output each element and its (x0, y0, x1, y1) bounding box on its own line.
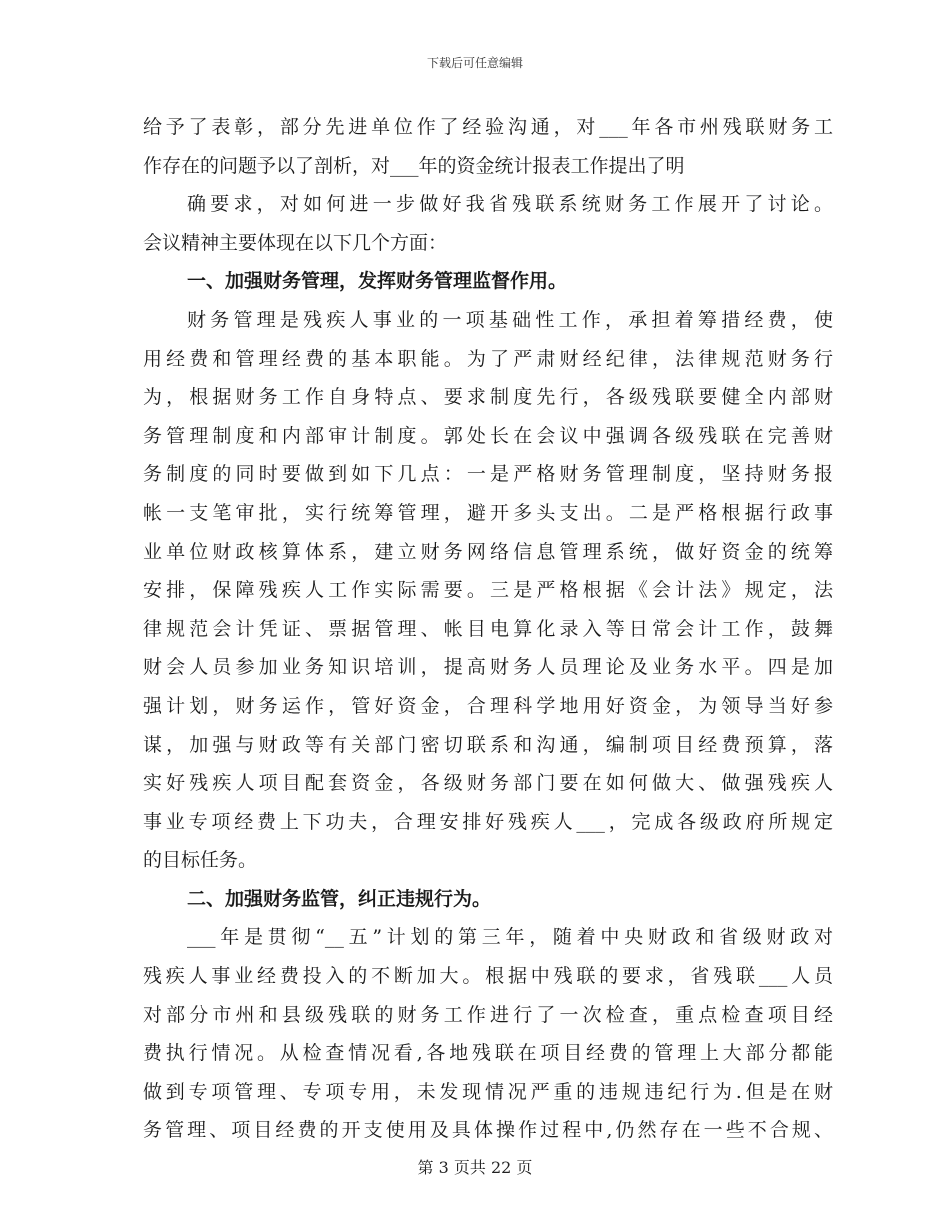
text-line: 帐一支笔审批，实行统筹管理，避开多头支出。二是严格根据行政事 (143, 501, 833, 524)
text-line: 确要求，对如何进一步做好我省残联系统财务工作展开了讨论。 (187, 193, 833, 216)
text-line: 务管理制度和内部审计制度。郭处长在会议中强调各级残联在完善财 (143, 424, 833, 447)
text-line: 务管理、项目经费的开支使用及具体操作过程中,仍然存在一些不合规、 (143, 1119, 833, 1142)
text-line: 会议精神主要体现在以下几个方面： (143, 231, 448, 254)
text-line: 残疾人事业经费投入的不断加大。根据中残联的要求，省残联___人员 (143, 965, 833, 988)
text-line: 给予了表彰，部分先进单位作了经验沟通，对___年各市州残联财务工 (143, 116, 833, 138)
text-line: 谋，加强与财政等有关部门密切联系和沟通，编制项目经费预算，落 (143, 733, 833, 756)
page-header: 下载后可任意编辑 (426, 56, 523, 70)
document-body (143, 108, 833, 1150)
text-line: 律规范会计凭证、票据管理、帐目电算化录入等日常会计工作，鼓舞 (143, 617, 833, 640)
text-line: 实好残疾人项目配套资金，各级财务部门要在如何做大、做强残疾人 (143, 772, 833, 795)
text-line: 作存在的问题予以了剖析，对___年的资金统计报表工作提出了明 (143, 154, 685, 177)
text-line: 用经费和管理经费的基本职能。为了严肃财经纪律，法律规范财务行 (143, 347, 833, 370)
section-heading: 二、加强财务监管，纠正违规行为。 (187, 887, 492, 910)
text-line: 做到专项管理、专项专用，未发现情况严重的违规违纪行为.但是在财 (143, 1080, 833, 1103)
page-footer: 第 3 页共 22 页 (417, 1158, 533, 1177)
text-line: 为，根据财务工作自身特点、要求制度先行，各级残联要健全内部财 (143, 386, 833, 409)
text-line: 财会人员参加业务知识培训，提高财务人员理论及业务水平。四是加 (143, 656, 833, 679)
text-line: 对部分市州和县级残联的财务工作进行了一次检查，重点检查项目经 (143, 1003, 833, 1026)
text-line: 事业专项经费上下功夫，合理安排好残疾人___，完成各级政府所规定 (143, 810, 833, 833)
text-line: 安排，保障残疾人工作实际需要。三是严格根据《会计法》规定，法 (143, 579, 833, 602)
text-line: ___年是贯彻“__五”计划的第三年，随着中央财政和省级财政对 (187, 926, 833, 949)
section-heading: 一、加强财务管理，发挥财务管理监督作用。 (187, 270, 568, 293)
text-line: 务制度的同时要做到如下几点：一是严格财务管理制度，坚持财务报 (143, 463, 833, 486)
text-line: 业单位财政核算体系，建立财务网络信息管理系统，做好资金的统筹 (143, 540, 833, 563)
text-line: 费执行情况。从检查情况看,各地残联在项目经费的管理上大部分都能 (143, 1042, 833, 1065)
text-line: 强计划，财务运作，管好资金，合理科学地用好资金，为领导当好参 (143, 694, 833, 717)
text-line: 财务管理是残疾人事业的一项基础性工作，承担着筹措经费，使 (187, 308, 833, 331)
text-line: 的目标任务。 (143, 849, 258, 872)
